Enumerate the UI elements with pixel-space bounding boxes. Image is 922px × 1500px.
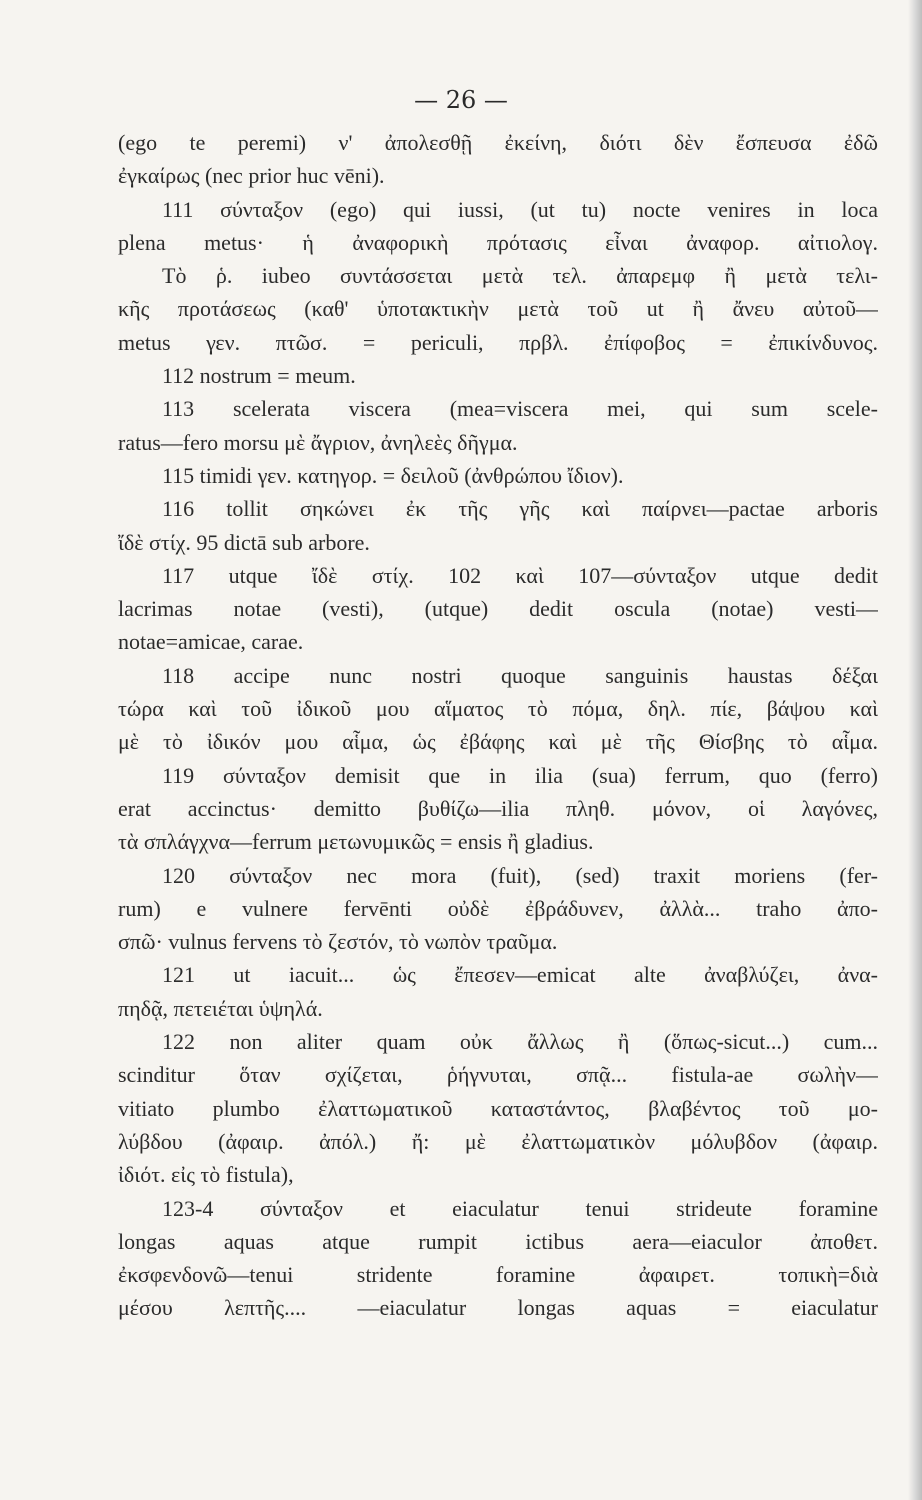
text-line: notae=amicae, carae. [118,629,304,655]
text-line: τὰ σπλάγχνα—ferrum μετωνυμικῶς = ensis ἢ gladius. [118,829,594,855]
text-line: ἰδιότ. εἰς τὸ fistula), [118,1162,294,1188]
text-line: 116 tollit σηκώνει ἐκ τῆς γῆς καὶ παίρνει—pactae arboris [162,496,878,522]
text-line: erat accinctus· demitto βυθίζω—ilia πληθ. μόνον, οἱ λαγόνες, [118,795,878,821]
page-edge-shadow [908,0,922,1500]
text-line: 113 scelerata viscera (mea=viscera mei, qui sum scele- [162,396,878,422]
page-number: — 26 — [414,86,508,114]
text-line: Τὸ ῥ. iubeo συντάσσεται μετὰ τελ. ἀπαρεμφ ἢ μετὰ τελι- [162,263,878,289]
text-line: 119 σύνταξον demisit que in ilia (sua) ferrum, quo (ferro) [162,762,878,788]
text-line: μὲ τὸ ἰδικόν μου αἷμα, ὡς ἐβάφης καὶ μὲ τῆς Θίσβης τὸ αἷμα. [118,729,878,755]
text-line: 117 utque ἴδὲ στίχ. 102 καὶ 107—σύνταξον utque dedit [162,562,878,588]
text-line: 111 σύνταξον (ego) qui iussi, (ut tu) nocte venires in loca [162,196,878,222]
text-line: τώρα καὶ τοῦ ἰδικοῦ μου αἵματος τὸ πόμα, δηλ. πίε, βάψου καὶ [118,696,878,722]
text-line: 121 ut iacuit... ὡς ἔπεσεν—emicat alte ἀναβλύζει, ἀνα- [162,962,878,988]
text-line: ratus—fero morsu μὲ ἄγριον, ἀνηλεὲς δῆγμα. [118,429,518,455]
text-line: (ego te peremi) ν' ἀπολεσθῇ ἐκείνη, διότι δὲν ἔσπευσα ἐδῶ [118,130,878,155]
text-line: 120 σύνταξον nec mora (fuit), (sed) traxit moriens (fer- [162,862,878,888]
commentary-text [118,126,878,1325]
text-line: 112 nostrum = meum. [162,363,356,389]
text-line: 123-4 σύνταξον et eiaculatur tenui strideute foramine [162,1195,878,1221]
text-line: 115 timidi γεν. κατηγορ. = δειλοῦ (ἀνθρώπου ἴδιον). [162,462,624,488]
text-line: πηδᾷ, πετειέται ὑψηλά. [118,995,323,1021]
text-line: 122 non aliter quam οὐκ ἄλλως ἢ (ὅπως-sicut...) cum... [162,1029,878,1055]
text-line: scinditur ὅταν σχίζεται, ῥήγνυται, σπᾷ... fistula-ae σωλὴν— [118,1062,878,1088]
text-line: κῆς προτάσεως (καθ' ὑποτακτικὴν μετὰ τοῦ ut ἢ ἄνευ αὐτοῦ— [118,296,878,322]
text-line: ἐκσφενδονῶ—tenui stridente foramine ἀφαιρετ. τοπικὴ=διὰ [118,1262,878,1288]
text-line: vitiato plumbo ἐλαττωματικοῦ καταστάντος, βλαβέντος τοῦ μο- [118,1095,878,1121]
text-line: ἐγκαίρως (nec prior huc vēni). [118,163,385,189]
text-line: 118 accipe nunc nostri quoque sanguinis haustas δέξαι [162,662,878,688]
text-line: lacrimas notae (vesti), (utque) dedit oscula (notae) vesti— [118,596,878,622]
text-line: metus γεν. πτῶσ. = periculi, πρβλ. ἐπίφοβος = ἐπικίνδυνος. [118,329,878,355]
text-line: rum) e vulnere fervēnti οὐδὲ ἐβράδυνεν, ἀλλὰ... traho ἀπο- [118,895,878,921]
text-line: λύβδου (ἀφαιρ. ἀπόλ.) ἤ: μὲ ἐλαττωματικὸν μόλυβδον (ἀφαιρ. [118,1128,878,1154]
text-line: σπῶ· vulnus fervens τὸ ζεστόν, τὸ νωπὸν τραῦμα. [118,929,558,955]
text-line: longas aquas atque rumpit ictibus aera—eiaculor ἀποθετ. [118,1228,878,1254]
text-line: μέσου λεπτῆς.... —eiaculatur longas aquas = eiaculatur [118,1295,878,1321]
text-line: ἴδὲ στίχ. 95 dictā sub arbore. [118,529,370,555]
text-line: plena metus· ἡ ἀναφορικὴ πρότασις εἶναι ἀναφορ. αἰτιολογ. [118,229,878,255]
